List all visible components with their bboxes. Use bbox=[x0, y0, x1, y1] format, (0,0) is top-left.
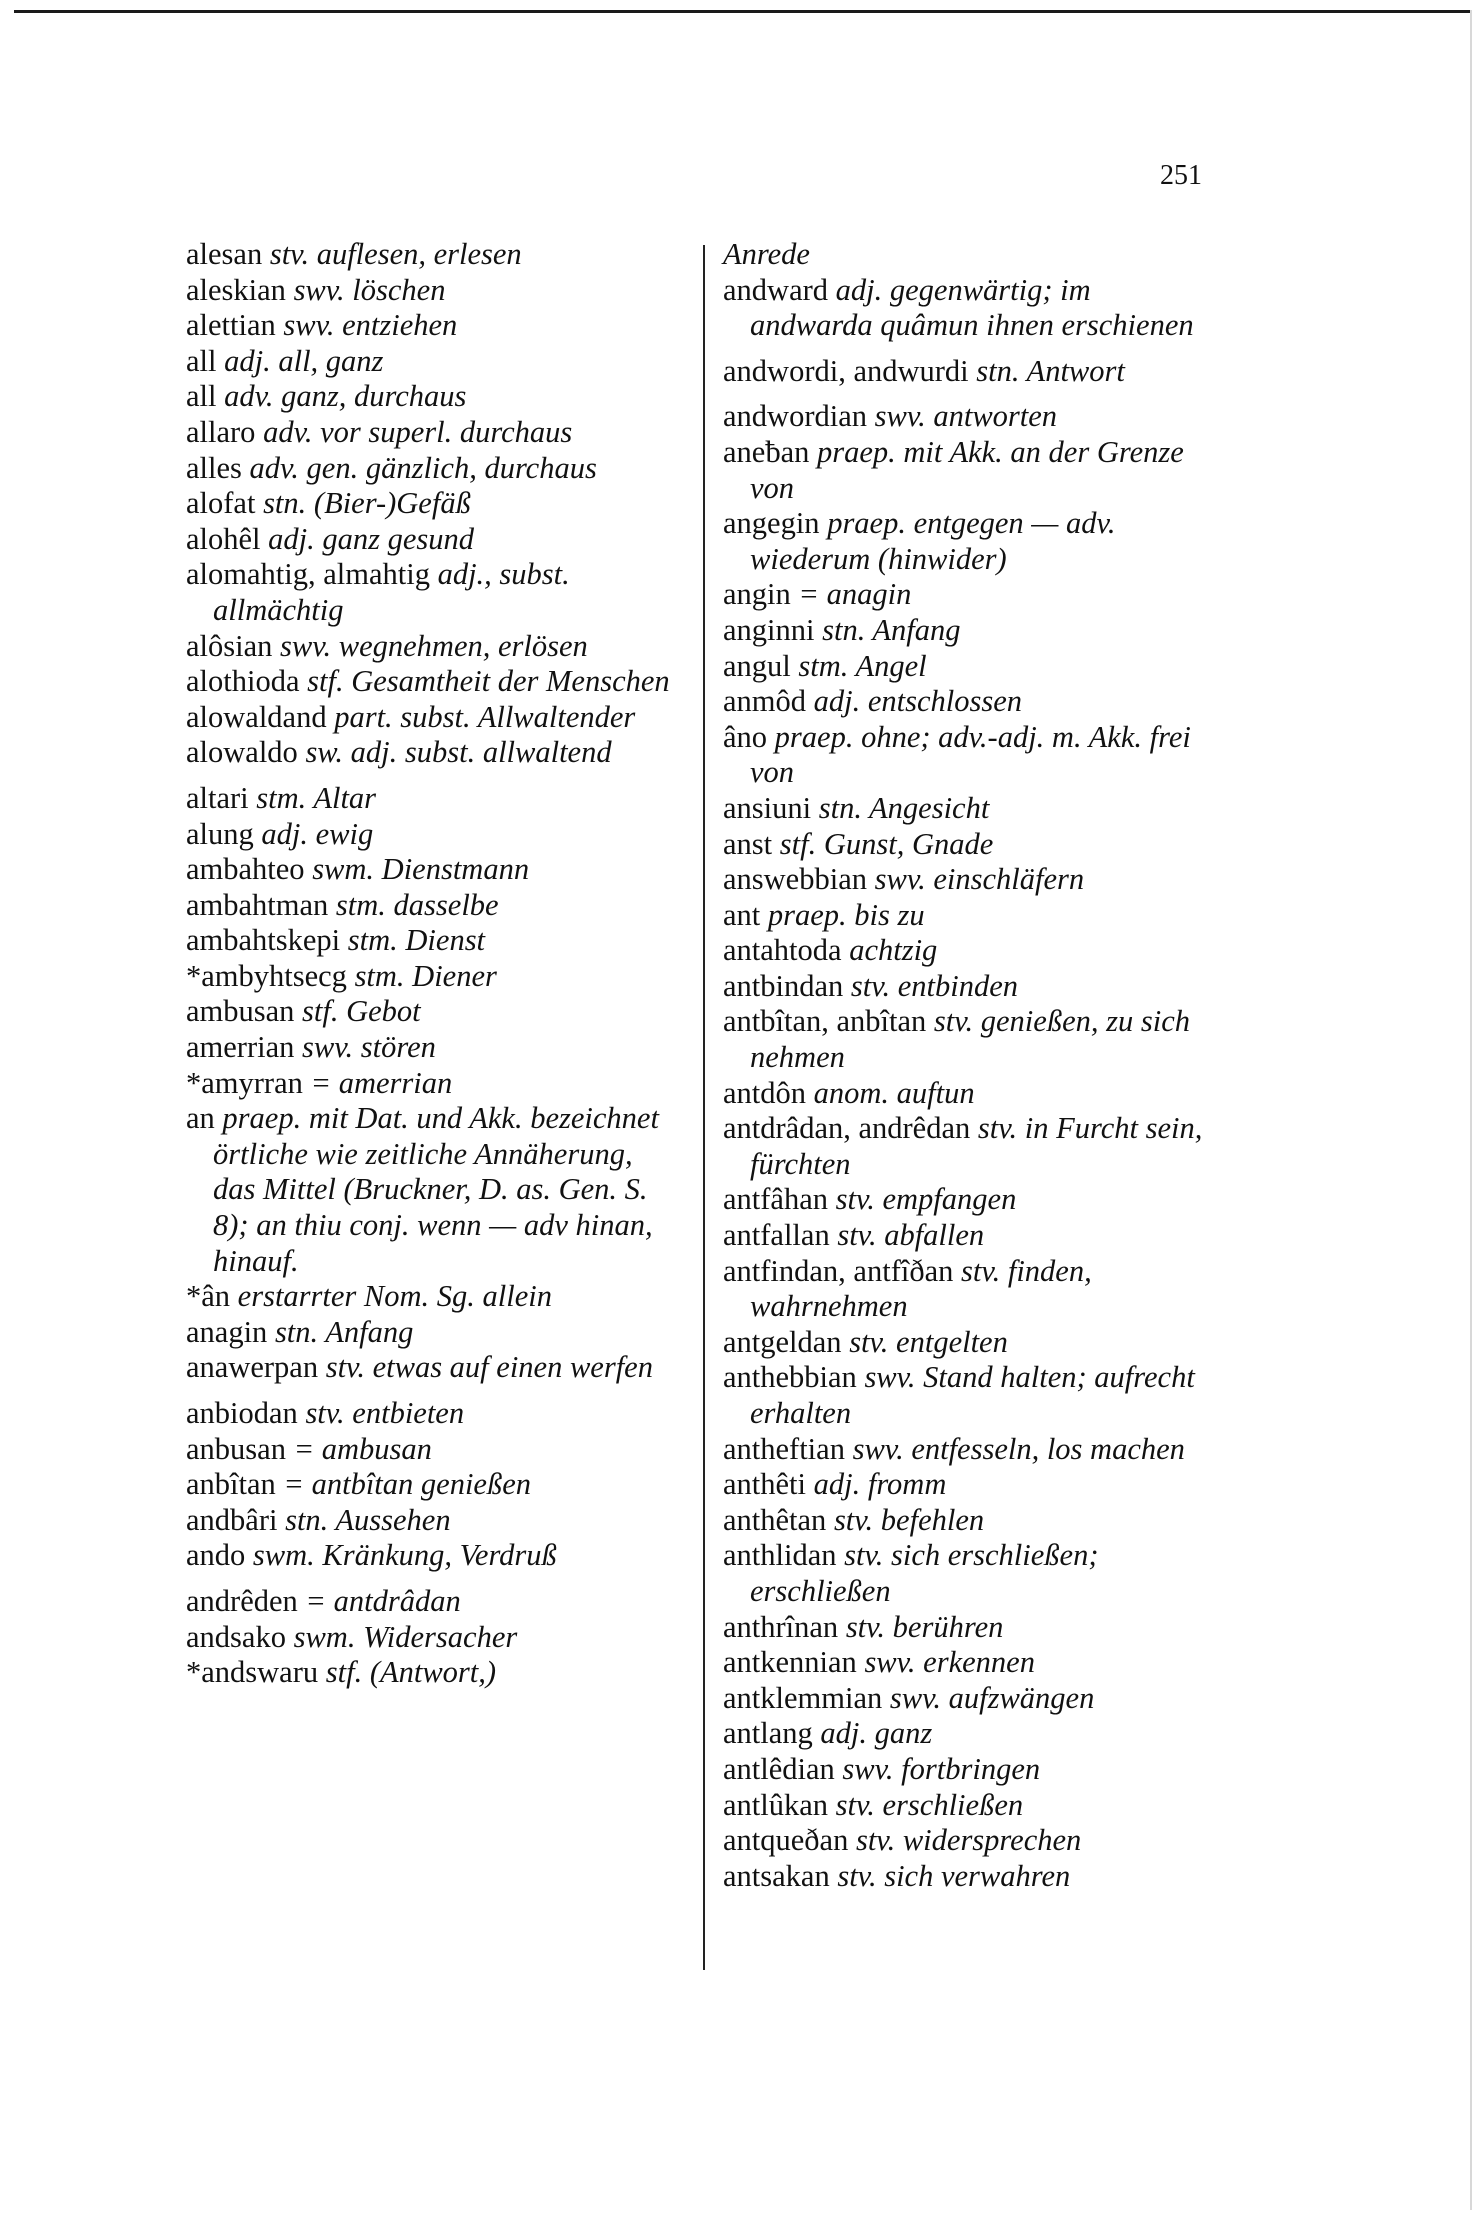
headword: alung bbox=[186, 816, 254, 851]
definition: stm. Altar bbox=[256, 780, 377, 815]
dictionary-entry bbox=[723, 1823, 1218, 1859]
right-column bbox=[723, 237, 1218, 1894]
dictionary-entry bbox=[723, 1538, 1218, 1609]
headword: angul bbox=[723, 648, 791, 683]
definition: stv. entbieten bbox=[305, 1396, 465, 1430]
definition: stv. finden, wahrnehmen bbox=[750, 1253, 1092, 1324]
definition: stv. widersprechen bbox=[855, 1823, 1082, 1858]
headword: anbîtan bbox=[186, 1467, 276, 1502]
dictionary-entry bbox=[186, 888, 681, 924]
headword: *amyrran bbox=[186, 1065, 303, 1100]
dictionary-entry bbox=[723, 435, 1218, 506]
dictionary-entry bbox=[186, 852, 681, 888]
dictionary-entry bbox=[723, 649, 1218, 685]
dictionary-entry bbox=[186, 817, 681, 853]
headword: antheftian bbox=[723, 1431, 845, 1466]
dictionary-entry bbox=[723, 1182, 1218, 1218]
definition: part. subst. Allwaltender bbox=[334, 699, 636, 734]
dictionary-entry bbox=[186, 557, 681, 628]
headword: anthlidan bbox=[723, 1538, 837, 1573]
definition: swv. stören bbox=[302, 1030, 436, 1065]
headword: antahtoda bbox=[723, 933, 842, 968]
definition: adv. ganz, durchaus bbox=[224, 379, 467, 414]
dictionary-entry bbox=[723, 399, 1218, 435]
dictionary-entry bbox=[723, 862, 1218, 898]
page-number: 251 bbox=[1160, 160, 1202, 191]
definition: swv. fortbringen bbox=[842, 1751, 1041, 1786]
definition: stv. entgelten bbox=[849, 1324, 1008, 1359]
headword: ambusan bbox=[186, 994, 295, 1029]
dictionary-entry bbox=[186, 1315, 681, 1351]
dictionary-entry bbox=[723, 1788, 1218, 1824]
dictionary-entry bbox=[186, 994, 681, 1030]
headword: andward bbox=[723, 272, 829, 307]
headword: antdrâdan, andrêdan bbox=[723, 1111, 971, 1146]
definition: stn. Angesicht bbox=[818, 790, 990, 825]
definition: stv. etwas auf einen werfen bbox=[325, 1350, 653, 1385]
dictionary-entry bbox=[186, 1279, 681, 1315]
headword: all bbox=[186, 343, 217, 378]
headword: anthebbian bbox=[723, 1360, 857, 1395]
headword: antlang bbox=[723, 1716, 813, 1751]
headword: antsakan bbox=[723, 1858, 830, 1893]
definition: swv. Stand halten; aufrecht erhalten bbox=[750, 1360, 1195, 1430]
headword: ansiuni bbox=[723, 790, 812, 825]
headword: ambahtskepi bbox=[186, 923, 341, 958]
headword: antgeldan bbox=[723, 1324, 842, 1359]
dictionary-entry bbox=[723, 577, 1218, 613]
definition: stv. erschließen bbox=[835, 1787, 1024, 1822]
definition: stn. Anfang bbox=[822, 612, 961, 647]
dictionary-entry bbox=[186, 1467, 681, 1503]
definition: stm. Angel bbox=[798, 648, 927, 683]
dictionary-entry bbox=[186, 1350, 681, 1386]
definition: = antdrâdan bbox=[305, 1583, 461, 1618]
headword: ambahtman bbox=[186, 887, 329, 922]
definition: adj., subst. allmächtig bbox=[213, 557, 570, 627]
headword: ambahteo bbox=[186, 852, 305, 887]
headword: anthêtan bbox=[723, 1502, 827, 1537]
definition: stv. auflesen, erlesen bbox=[269, 237, 522, 271]
headword: andwordi, andwurdi bbox=[723, 353, 969, 388]
headword: alles bbox=[186, 450, 242, 485]
definition: adv. gen. gänzlich, durchaus bbox=[249, 450, 597, 485]
headword: andrêden bbox=[186, 1583, 298, 1618]
definition: = amerrian bbox=[310, 1065, 453, 1100]
definition: stv. berühren bbox=[845, 1609, 1004, 1644]
headword: alothioda bbox=[186, 664, 300, 699]
headword: antdôn bbox=[723, 1075, 807, 1110]
definition: Anrede bbox=[723, 237, 810, 271]
headword: âno bbox=[723, 719, 768, 754]
definition: stm. Dienst bbox=[347, 923, 486, 958]
dictionary-entry bbox=[723, 273, 1218, 344]
definition: adj. ganz bbox=[820, 1716, 933, 1751]
headword: allaro bbox=[186, 414, 256, 449]
definition: = antbîtan genießen bbox=[283, 1467, 531, 1502]
headword: antklemmian bbox=[723, 1680, 883, 1715]
dictionary-entry bbox=[723, 933, 1218, 969]
dictionary-entry bbox=[723, 237, 1218, 273]
definition: adj. gegenwärtig; im andwarda quâmun ihnen erschienen bbox=[750, 272, 1194, 343]
headword: anthrînan bbox=[723, 1609, 839, 1644]
headword: alôsian bbox=[186, 628, 273, 663]
definition: swv. wegnehmen, erlösen bbox=[280, 628, 588, 663]
definition: stm. dasselbe bbox=[335, 887, 499, 922]
headword: antbindan bbox=[723, 968, 844, 1003]
headword: *ân bbox=[186, 1279, 231, 1314]
dictionary-entry bbox=[723, 1752, 1218, 1788]
headword: answebbian bbox=[723, 862, 867, 897]
dictionary-entry bbox=[723, 506, 1218, 577]
page-top-rule bbox=[14, 10, 1470, 13]
headword: aleskian bbox=[186, 272, 286, 307]
definition: adj. all, ganz bbox=[224, 343, 384, 378]
dictionary-entry bbox=[723, 1111, 1218, 1182]
headword: ando bbox=[186, 1538, 246, 1573]
definition: praep. ohne; adv.-adj. m. Akk. frei von bbox=[750, 719, 1191, 790]
headword: andwordian bbox=[723, 399, 867, 434]
definition: swv. aufzwängen bbox=[889, 1680, 1095, 1715]
definition: swv. antworten bbox=[874, 399, 1058, 434]
dictionary-entry bbox=[186, 1620, 681, 1656]
headword: anst bbox=[723, 826, 773, 861]
headword: alowaldo bbox=[186, 735, 298, 770]
definition: adj. entschlossen bbox=[813, 684, 1023, 719]
dictionary-entry bbox=[723, 1716, 1218, 1752]
definition: swv. entfesseln, los machen bbox=[852, 1431, 1185, 1466]
headword: *andswaru bbox=[186, 1655, 319, 1690]
dictionary-entry bbox=[186, 1538, 681, 1574]
definition: swv. einschläfern bbox=[874, 862, 1085, 897]
headword: andbâri bbox=[186, 1502, 278, 1537]
headword: alomahtig, almahtig bbox=[186, 557, 430, 592]
dictionary-entry bbox=[723, 791, 1218, 827]
headword: alohêl bbox=[186, 521, 261, 556]
dictionary-entry bbox=[723, 1254, 1218, 1325]
headword: anginni bbox=[723, 612, 815, 647]
headword: antfallan bbox=[723, 1218, 830, 1253]
headword: alettian bbox=[186, 308, 276, 343]
headword: anawerpan bbox=[186, 1350, 319, 1385]
definition: adj. fromm bbox=[813, 1467, 947, 1502]
dictionary-entry bbox=[186, 1030, 681, 1066]
headword: angin bbox=[723, 577, 791, 612]
definition: stf. (Antwort,) bbox=[325, 1655, 497, 1690]
dictionary-entry bbox=[186, 959, 681, 995]
definition: stf. Gunst, Gnade bbox=[779, 826, 994, 861]
dictionary-entry bbox=[723, 1325, 1218, 1361]
headword: amerrian bbox=[186, 1030, 295, 1065]
headword: anbusan bbox=[186, 1431, 286, 1466]
headword: alesan bbox=[186, 237, 263, 271]
definition: swm. Dienstmann bbox=[312, 852, 530, 887]
definition: swv. entziehen bbox=[283, 308, 458, 343]
definition: praep. mit Akk. an der Grenze von bbox=[750, 434, 1184, 505]
dictionary-entry bbox=[186, 451, 681, 487]
dictionary-entry bbox=[186, 522, 681, 558]
definition: swv. erkennen bbox=[864, 1645, 1035, 1680]
dictionary-entry bbox=[723, 1681, 1218, 1717]
dictionary-entry bbox=[186, 237, 681, 273]
definition: adj. ganz gesund bbox=[268, 521, 475, 556]
headword: an bbox=[186, 1101, 215, 1136]
left-column bbox=[186, 237, 681, 1691]
headword: anagin bbox=[186, 1314, 268, 1349]
definition: adj. ewig bbox=[261, 816, 374, 851]
definition: stn. Anfang bbox=[274, 1314, 414, 1349]
definition: stn. Aussehen bbox=[285, 1502, 451, 1537]
definition: anom. auftun bbox=[813, 1075, 975, 1110]
definition: stv. genießen, zu sich nehmen bbox=[750, 1004, 1190, 1075]
definition: = ambusan bbox=[293, 1431, 432, 1466]
definition: praep. entgegen — adv. wiederum (hinwider) bbox=[750, 506, 1116, 576]
definition: stv. sich verwahren bbox=[837, 1858, 1071, 1893]
dictionary-entry bbox=[186, 1655, 681, 1691]
dictionary-entry bbox=[723, 1645, 1218, 1681]
definition: stm. Diener bbox=[354, 958, 497, 993]
headword: anthêti bbox=[723, 1467, 806, 1502]
headword: antlûkan bbox=[723, 1787, 829, 1822]
headword: antfindan, antfîðan bbox=[723, 1253, 954, 1288]
page-right-edge bbox=[1470, 10, 1472, 2210]
dictionary-entry bbox=[186, 923, 681, 959]
definition: praep. bis zu bbox=[767, 897, 925, 932]
dictionary-entry bbox=[723, 898, 1218, 934]
headword: alofat bbox=[186, 486, 256, 521]
dictionary-entry bbox=[723, 1432, 1218, 1468]
headword: ant bbox=[723, 897, 761, 932]
dictionary-entry bbox=[186, 1503, 681, 1539]
dictionary-entry bbox=[723, 1610, 1218, 1646]
headword: anmôd bbox=[723, 684, 807, 719]
definition: stv. in Furcht sein, fürchten bbox=[750, 1111, 1203, 1181]
dictionary-entry bbox=[723, 613, 1218, 649]
definition: stv. abfallen bbox=[837, 1218, 985, 1253]
definition: stv. entbinden bbox=[850, 968, 1019, 1003]
dictionary-entry bbox=[723, 1859, 1218, 1895]
definition: stv. befehlen bbox=[833, 1502, 985, 1537]
dictionary-entry bbox=[186, 1432, 681, 1468]
definition: stv. sich erschließen; erschließen bbox=[750, 1538, 1099, 1608]
definition: stn. Antwort bbox=[976, 353, 1125, 388]
definition: praep. mit Dat. und Akk. bezeichnet örtliche wie zeitliche Annäherung, das Mittel (Bruckner, D. as. Gen. S. 8); an thiu conj. wenn — adv hinan, hinauf. bbox=[213, 1101, 659, 1278]
definition: achtzig bbox=[849, 933, 938, 968]
dictionary-entry bbox=[723, 1076, 1218, 1112]
definition: swv. löschen bbox=[293, 272, 446, 307]
definition: swm. Kränkung, Verdruß bbox=[252, 1538, 557, 1573]
dictionary-entry bbox=[723, 1360, 1218, 1431]
definition: erstarrter Nom. Sg. allein bbox=[237, 1279, 552, 1314]
dictionary-entry bbox=[723, 1004, 1218, 1075]
definition: swm. Widersacher bbox=[293, 1619, 518, 1654]
headword: all bbox=[186, 379, 217, 414]
dictionary-entry bbox=[723, 720, 1218, 791]
headword: antqueðan bbox=[723, 1823, 849, 1858]
headword: *ambyhtsecg bbox=[186, 958, 347, 993]
headword: andsako bbox=[186, 1619, 286, 1654]
dictionary-entry bbox=[186, 273, 681, 309]
headword: antkennian bbox=[723, 1645, 857, 1680]
definition: adv. vor superl. durchaus bbox=[263, 414, 573, 449]
headword: alowaldand bbox=[186, 699, 327, 734]
dictionary-entry bbox=[723, 1218, 1218, 1254]
definition: stf. Gebot bbox=[302, 994, 421, 1029]
dictionary-entry bbox=[186, 664, 681, 700]
headword: antbîtan, anbîtan bbox=[723, 1004, 927, 1039]
definition: stn. (Bier-)Gefäß bbox=[263, 486, 471, 521]
dictionary-entry bbox=[723, 969, 1218, 1005]
dictionary-entry bbox=[186, 344, 681, 380]
headword: angegin bbox=[723, 506, 820, 541]
dictionary-entry bbox=[723, 354, 1218, 390]
headword: aneƀan bbox=[723, 434, 810, 469]
column-divider bbox=[703, 245, 705, 1970]
definition: = anagin bbox=[798, 577, 912, 612]
dictionary-entry bbox=[723, 1467, 1218, 1503]
dictionary-entry bbox=[186, 735, 681, 771]
dictionary-entry bbox=[186, 700, 681, 736]
dictionary-entry bbox=[186, 1584, 681, 1620]
headword: altari bbox=[186, 780, 249, 815]
dictionary-entry bbox=[186, 308, 681, 344]
dictionary-entry bbox=[186, 415, 681, 451]
dictionary-entry bbox=[186, 379, 681, 415]
dictionary-entry bbox=[186, 486, 681, 522]
headword: antfâhan bbox=[723, 1182, 828, 1217]
headword: anbiodan bbox=[186, 1396, 298, 1430]
headword: antlêdian bbox=[723, 1751, 835, 1786]
dictionary-entry bbox=[723, 1503, 1218, 1539]
dictionary-entry bbox=[186, 1396, 681, 1432]
dictionary-entry bbox=[723, 827, 1218, 863]
definition: stf. Gesamtheit der Menschen bbox=[307, 664, 670, 699]
dictionary-entry bbox=[186, 1066, 681, 1102]
definition: sw. adj. subst. allwaltend bbox=[305, 735, 612, 770]
dictionary-entry bbox=[723, 684, 1218, 720]
definition: stv. empfangen bbox=[835, 1182, 1017, 1217]
dictionary-entry bbox=[186, 629, 681, 665]
dictionary-entry bbox=[186, 781, 681, 817]
dictionary-entry bbox=[186, 1101, 681, 1279]
